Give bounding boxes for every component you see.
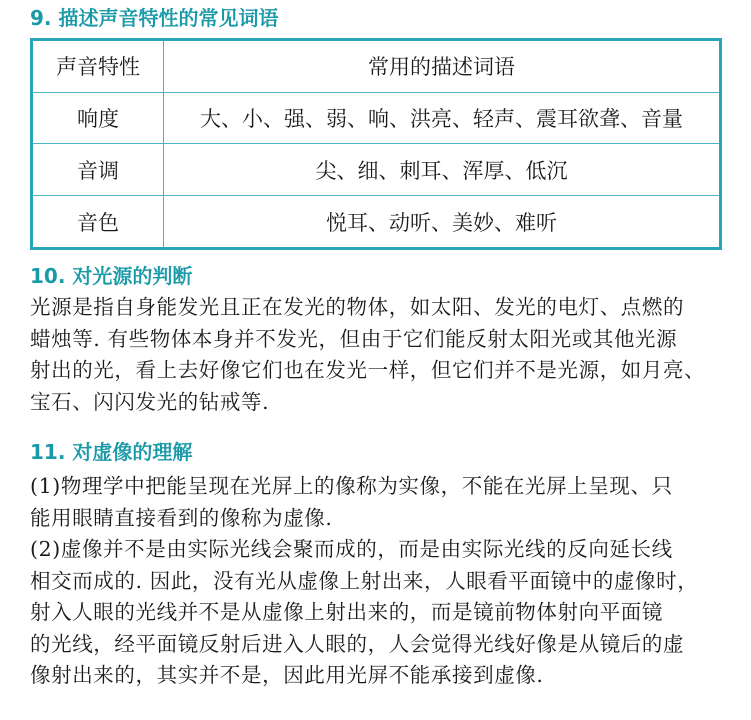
table-header-cell: 常用的描述词语 — [164, 41, 720, 92]
paragraph-line: 射出的光，看上去好像它们也在发光一样，但它们并不是光源，如月亮、 — [30, 358, 706, 382]
paragraph-line: 光源是指自身能发光且正在发光的物体，如太阳、发光的电灯、点燃的 — [30, 295, 685, 319]
paragraph-line: 能用眼睛直接看到的像称为虚像. — [30, 505, 333, 530]
table-header-row — [33, 41, 719, 92]
paragraph-line: 相交而成的. 因此，没有光从虚像上射出来，人眼看平面镜中的虚像时， — [30, 568, 699, 593]
section-10-title: 10. 对光源的判断 — [30, 264, 193, 288]
paragraph-line: (1)物理学中把能呈现在光屏上的像称为实像，不能在光屏上呈现、只 — [30, 474, 673, 498]
paragraph-line: 射入人眼的光线并不是从虚像上射出来的，而是镜前物体射向平面镜 — [30, 600, 663, 624]
table-cell-words: 尖、细、刺耳、浑厚、低沉 — [164, 144, 720, 196]
table-row — [33, 144, 719, 196]
table-row — [33, 196, 719, 247]
section-9-title: 9. 描述声音特性的常见词语 — [30, 6, 279, 30]
paragraph-line: 像射出来的，其实并不是，因此用光屏不能承接到虚像. — [30, 663, 544, 687]
section-11-paragraph — [30, 471, 730, 692]
paragraph-line: (2)虚像并不是由实际光线会聚而成的，而是由实际光线的反向延长线 — [30, 537, 673, 561]
table-cell-characteristic: 响度 — [33, 92, 164, 144]
paragraph-line: 的光线，经平面镜反射后进入人眼的，人会觉得光线好像是从镜后的虚 — [30, 631, 685, 656]
table-cell-words: 悦耳、动听、美妙、难听 — [164, 196, 720, 247]
section-10-paragraph — [30, 292, 730, 418]
paragraph-line: 蜡烛等. 有些物体本身并不发光，但由于它们能反射太阳光或其他光源 — [30, 326, 678, 351]
table-cell-words: 大、小、强、弱、响、洪亮、轻声、震耳欲聋、音量 — [164, 92, 720, 144]
section-11-title: 11. 对虚像的理解 — [30, 440, 193, 464]
table-cell-characteristic: 音色 — [33, 196, 164, 247]
table-row — [33, 92, 719, 144]
table-cell-characteristic: 音调 — [33, 144, 164, 196]
paragraph-line: 宝石、闪闪发光的钻戒等. — [30, 389, 270, 414]
table-header-cell: 声音特性 — [33, 41, 164, 92]
sound-characteristics-table — [30, 38, 722, 250]
